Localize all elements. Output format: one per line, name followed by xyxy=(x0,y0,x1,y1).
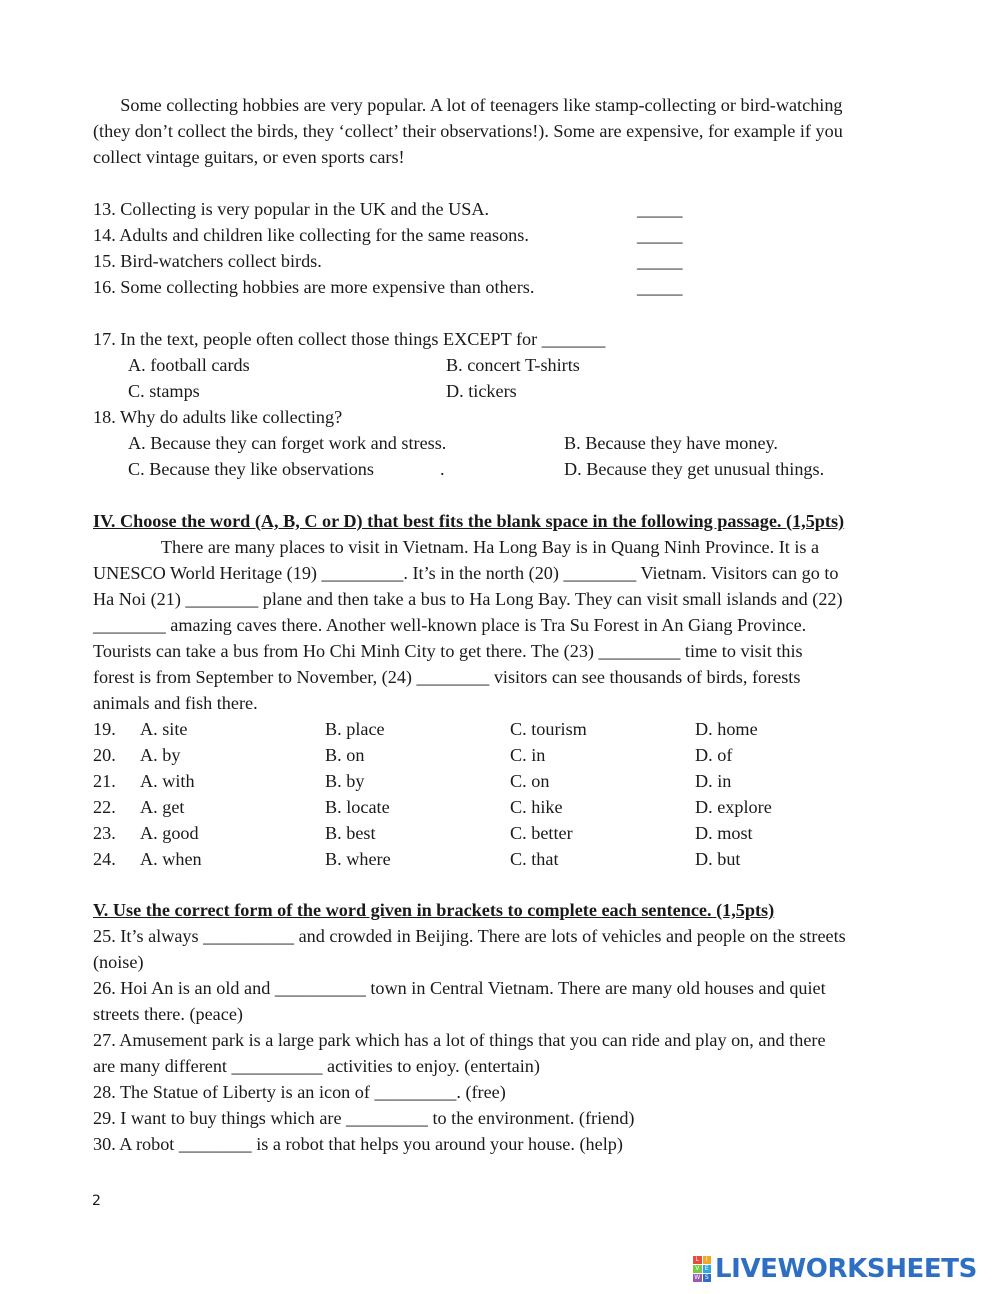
question-27: 27. Amusement park is a large park which has a lot of things that you can ride and play on, and there xyxy=(93,1030,826,1050)
passage-line: animals and fish there. xyxy=(93,693,258,713)
option-a[interactable]: A. site xyxy=(140,719,188,739)
passage-line: There are many places to visit in Vietnam. Ha Long Bay is in Quang Ninh Province. It is a xyxy=(93,537,820,557)
option-d[interactable]: D. most xyxy=(695,823,753,843)
question-25-cont: (noise) xyxy=(93,952,144,972)
option-c[interactable]: C. hike xyxy=(510,797,563,817)
tf-question-15: 15. Bird-watchers collect birds. xyxy=(93,251,322,271)
option-c[interactable]: C. that xyxy=(510,849,559,869)
question-18: 18. Why do adults like collecting? xyxy=(93,407,343,427)
tf-question-14: 14. Adults and children like collecting for the same reasons. xyxy=(93,225,529,245)
q17-option-a[interactable]: A. football cards xyxy=(128,355,250,375)
option-d[interactable]: D. but xyxy=(695,849,741,869)
question-25: 25. It’s always __________ and crowded in Beijing. There are lots of vehicles and people on the streets xyxy=(93,926,846,946)
tf-answer-blank-16[interactable]: _____ xyxy=(637,277,683,297)
page-number: 2 xyxy=(92,1193,101,1209)
option-b[interactable]: B. place xyxy=(325,719,385,739)
row-number: 20. xyxy=(93,745,116,765)
q18-option-a[interactable]: A. Because they can forget work and stress. xyxy=(128,433,447,453)
q18-option-b[interactable]: B. Because they have money. xyxy=(564,433,778,453)
tf-question-13: 13. Collecting is very popular in the UK and the USA. xyxy=(93,199,490,219)
option-a[interactable]: A. with xyxy=(140,771,195,791)
option-b[interactable]: B. on xyxy=(325,745,365,765)
option-a[interactable]: A. good xyxy=(140,823,199,843)
row-number: 24. xyxy=(93,849,116,869)
row-number: 21. xyxy=(93,771,116,791)
liveworksheets-logo-text: LIVEWORKSHEETS xyxy=(715,1254,977,1284)
option-b[interactable]: B. locate xyxy=(325,797,390,817)
liveworksheets-logo[interactable] xyxy=(693,1253,977,1285)
passage-line: Tourists can take a bus from Ho Chi Minh City to get there. The (23) _________ time to visit this xyxy=(93,641,803,661)
option-b[interactable]: B. by xyxy=(325,771,365,791)
section-iv-heading: IV. Choose the word (A, B, C or D) that best fits the blank space in the following passage. (1,5pts) xyxy=(93,511,845,531)
tf-answer-blank-13[interactable]: _____ xyxy=(637,199,683,219)
intro-line: (they don’t collect the birds, they ‘collect’ their observations!). Some are expensive, for example if you xyxy=(93,121,843,141)
option-d[interactable]: D. in xyxy=(695,771,732,791)
question-28: 28. The Statue of Liberty is an icon of _________. (free) xyxy=(93,1082,506,1102)
passage-line: ________ amazing caves there. Another well-known place is Tra Su Forest in An Giang Province. xyxy=(93,615,807,635)
passage-line: Ha Noi (21) ________ plane and then take a bus to Ha Long Bay. They can visit small islands and (22) xyxy=(93,589,843,609)
option-d[interactable]: D. explore xyxy=(695,797,772,817)
option-d[interactable]: D. home xyxy=(695,719,758,739)
q17-option-b[interactable]: B. concert T-shirts xyxy=(446,355,580,375)
question-29: 29. I want to buy things which are _________ to the environment. (friend) xyxy=(93,1108,635,1128)
tf-answer-blank-14[interactable]: _____ xyxy=(637,225,683,245)
option-c[interactable]: C. tourism xyxy=(510,719,587,739)
intro-line: Some collecting hobbies are very popular. A lot of teenagers like stamp-collecting or bird-watching xyxy=(93,95,843,115)
option-c[interactable]: C. in xyxy=(510,745,546,765)
question-26-cont: streets there. (peace) xyxy=(93,1004,243,1024)
q18-option-d[interactable]: D. Because they get unusual things. xyxy=(564,459,825,479)
option-c[interactable]: C. on xyxy=(510,771,550,791)
q18-option-c[interactable]: C. Because they like observations xyxy=(128,459,374,479)
q17-option-c[interactable]: C. stamps xyxy=(128,381,200,401)
liveworksheets-logo-icon: L I V E W S xyxy=(693,1256,711,1282)
tf-question-16: 16. Some collecting hobbies are more expensive than others. xyxy=(93,277,535,297)
q18-stray-period: . xyxy=(440,459,445,479)
tf-answer-blank-15[interactable]: _____ xyxy=(637,251,683,271)
option-a[interactable]: A. when xyxy=(140,849,202,869)
option-a[interactable]: A. by xyxy=(140,745,181,765)
question-26: 26. Hoi An is an old and __________ town in Central Vietnam. There are many old houses and quiet xyxy=(93,978,826,998)
option-b[interactable]: B. where xyxy=(325,849,391,869)
passage-line: UNESCO World Heritage (19) _________. It’s in the north (20) ________ Vietnam. Visitors can go to xyxy=(93,563,839,583)
option-c[interactable]: C. better xyxy=(510,823,573,843)
option-a[interactable]: A. get xyxy=(140,797,185,817)
row-number: 22. xyxy=(93,797,116,817)
q17-option-d[interactable]: D. tickers xyxy=(446,381,517,401)
question-30: 30. A robot ________ is a robot that helps you around your house. (help) xyxy=(93,1134,623,1154)
option-d[interactable]: D. of xyxy=(695,745,733,765)
row-number: 19. xyxy=(93,719,116,739)
question-17: 17. In the text, people often collect those things EXCEPT for _______ xyxy=(93,329,606,349)
passage-line: forest is from September to November, (24) ________ visitors can see thousands of birds, forests xyxy=(93,667,801,687)
section-v-heading: V. Use the correct form of the word given in brackets to complete each sentence. (1,5pts) xyxy=(93,900,775,920)
row-number: 23. xyxy=(93,823,116,843)
intro-line: collect vintage guitars, or even sports cars! xyxy=(93,147,405,167)
question-27-cont: are many different __________ activities to enjoy. (entertain) xyxy=(93,1056,540,1076)
option-b[interactable]: B. best xyxy=(325,823,376,843)
